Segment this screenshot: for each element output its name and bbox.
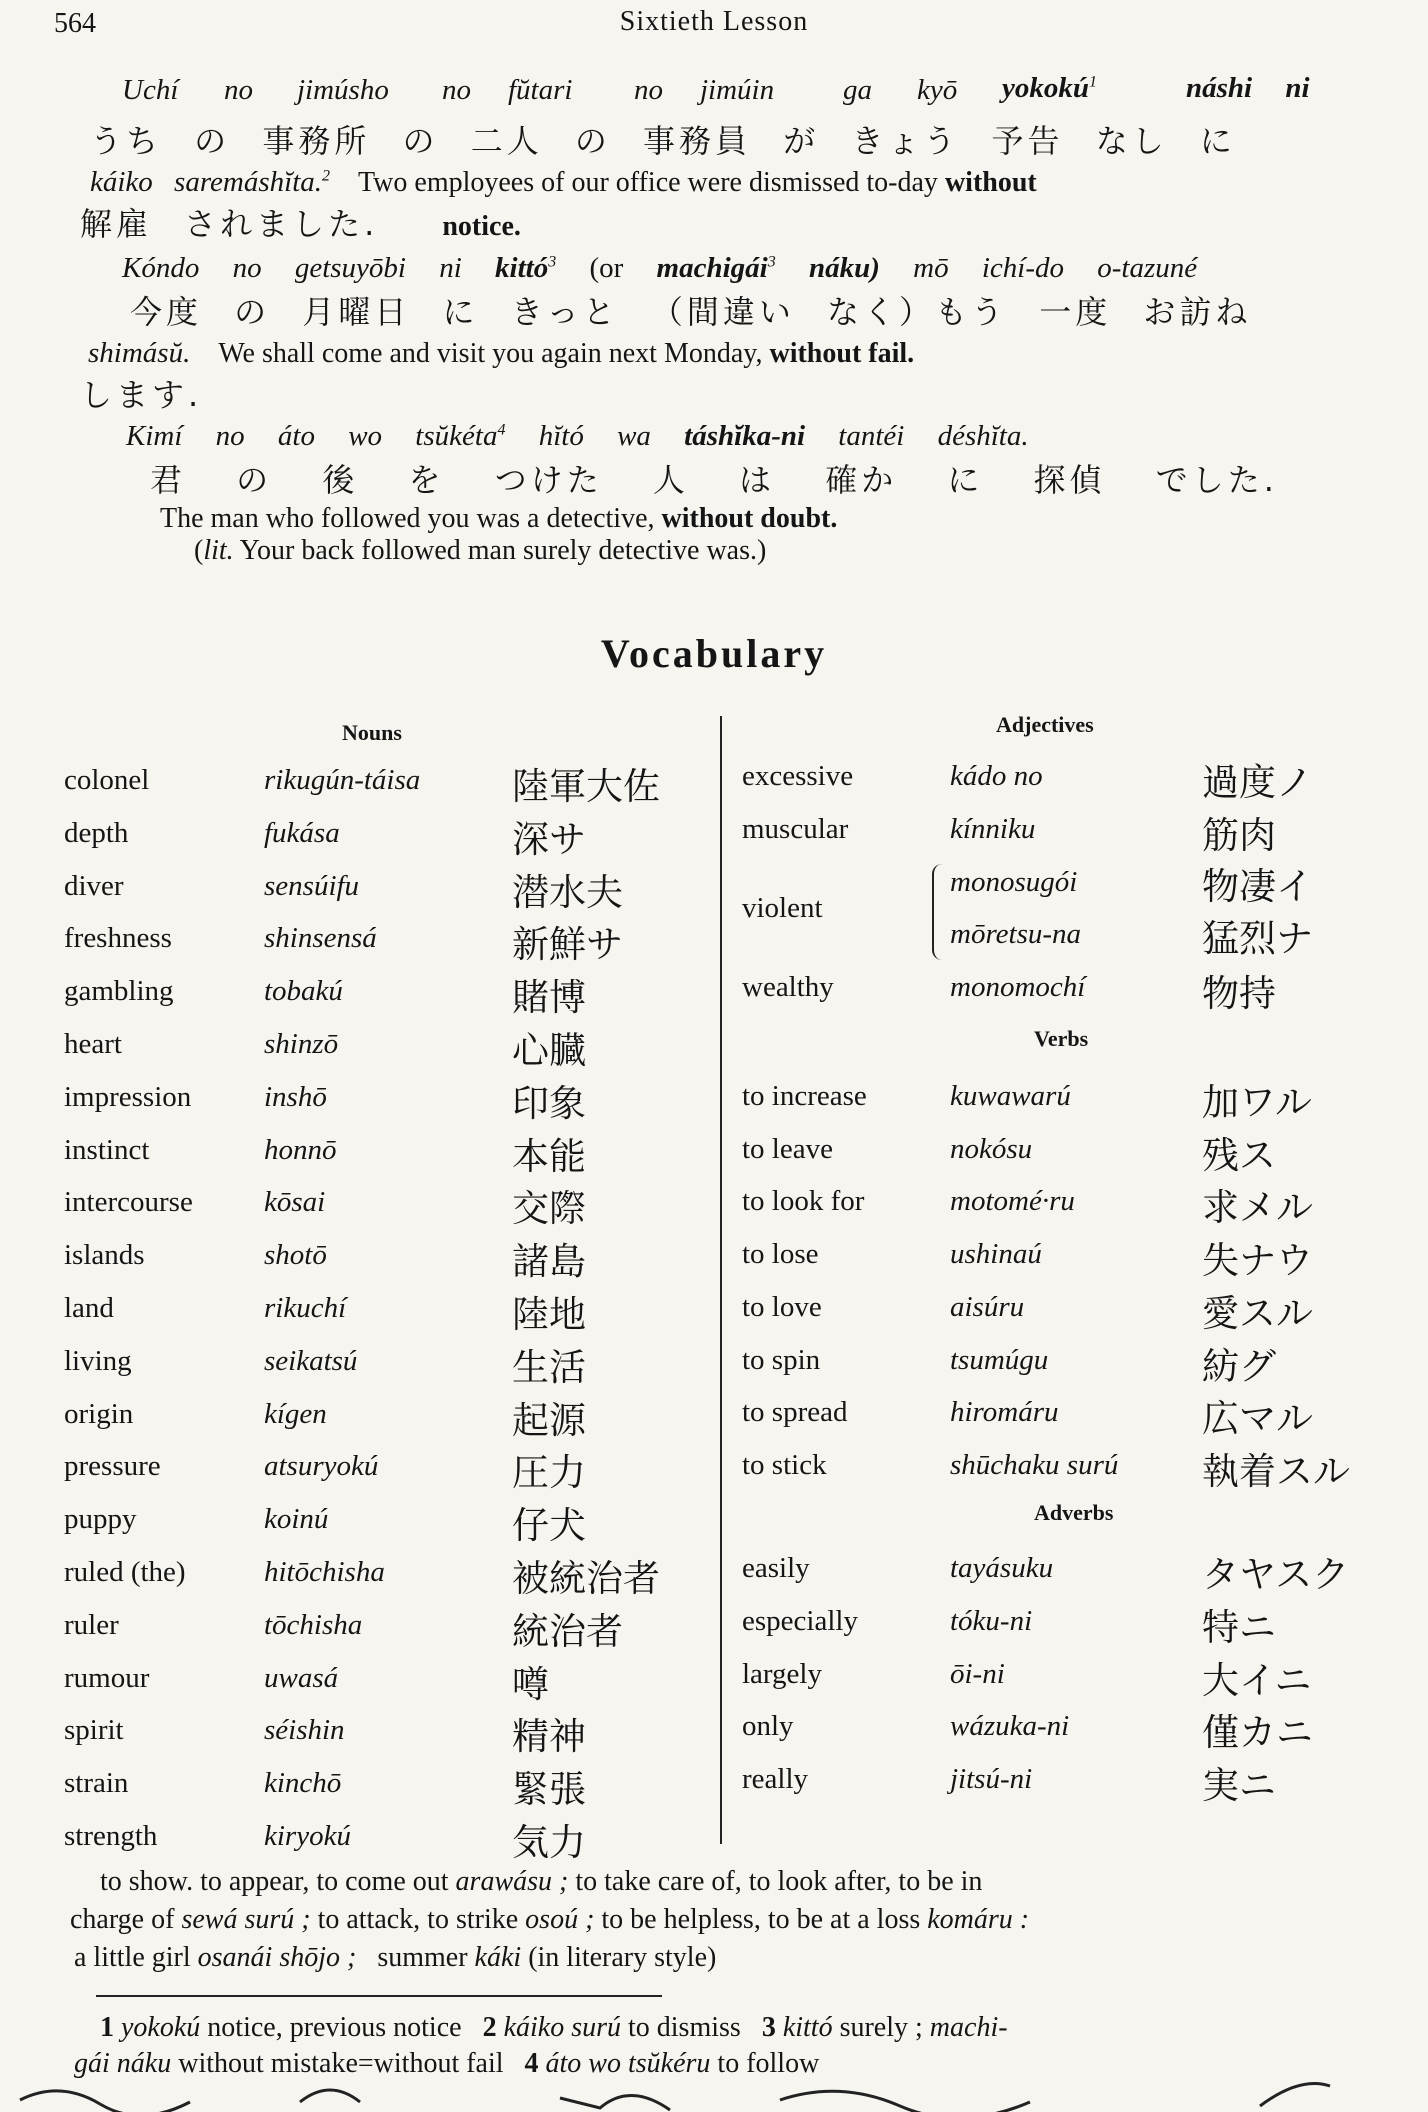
noun-row	[64, 1018, 704, 1070]
verb-row	[742, 1123, 1382, 1175]
example-1-japanese-2: 解雇 されました.	[80, 205, 379, 243]
term-kanji: 心臓	[512, 1029, 586, 1072]
noun-row	[64, 965, 704, 1020]
noun-row	[64, 860, 704, 912]
term-english: strength	[64, 1820, 158, 1852]
noun-row	[64, 1757, 704, 1812]
term-kanji: 被統治者	[512, 1557, 660, 1600]
term-english: to love	[742, 1290, 822, 1323]
term-kanji: 過度ノ	[1202, 761, 1313, 804]
term-english: wealthy	[742, 970, 834, 1003]
verb-row	[742, 1386, 1382, 1441]
noun-row	[64, 1124, 704, 1176]
example-2-japanese-2: します.	[80, 376, 203, 414]
term-english: colonel	[64, 764, 150, 796]
term-kanji: 実ニ	[1202, 1764, 1276, 1808]
term-english: to lose	[742, 1238, 819, 1271]
term-english: puppy	[64, 1503, 137, 1536]
nouns-heading: Nouns	[342, 720, 402, 745]
verb-row	[742, 1175, 1382, 1230]
term-kanji: 気力	[512, 1821, 586, 1864]
term-kanji: 物凄イ	[1202, 864, 1313, 908]
noun-row	[64, 1176, 704, 1231]
example-3-english: The man who followed you was a detective, without doubt.	[160, 503, 838, 534]
example-1-english: Two employees of our office were dismissed to-day without	[358, 167, 1037, 198]
note-line-1: to show. to appear, to come out arawásu ; to take care of, to look after, to be in	[100, 1866, 983, 1897]
example-3-romaji: Kimí no áto wo tsŭkéta$^4$ hĭtó wa táshĭka-ni tantéi déshĭta.	[126, 420, 1029, 452]
term-romaji: shinzō	[264, 1028, 339, 1060]
term-kanji: 筋肉	[1202, 813, 1276, 857]
term-kanji: 賭博	[512, 976, 586, 1020]
term-english: impression	[64, 1080, 192, 1113]
term-kanji: 新鮮サ	[512, 923, 623, 967]
term-romaji: hitōchisha	[264, 1556, 385, 1588]
term-romaji: aisúru	[950, 1290, 1025, 1323]
term-english: to spin	[742, 1343, 821, 1376]
noun-row	[64, 912, 704, 967]
term-kanji: 加ワル	[1202, 1081, 1312, 1124]
term-english: instinct	[64, 1133, 150, 1166]
footnote-line-2: gái náku without mistake=without fail 4 áto wo tsŭkéru to follow	[74, 2048, 820, 2079]
verb-row	[742, 1281, 1382, 1333]
term-kanji: 愛スル	[1202, 1291, 1313, 1335]
verb-row	[742, 1228, 1382, 1283]
term-romaji: rikugún-táisa	[264, 764, 421, 796]
term-romaji: uwasá	[264, 1661, 339, 1694]
example-2-english: We shall come and visit you again next Monday, without fail.	[218, 338, 915, 369]
term-romaji: tōchisha	[264, 1608, 363, 1641]
adverbs-heading: Adverbs	[1034, 1500, 1114, 1525]
adverb-row	[742, 1753, 1382, 1808]
example-3-literal: (lit. Your back followed man surely detective was.)	[194, 535, 767, 566]
term-english: strain	[64, 1767, 129, 1800]
term-romaji: séishin	[264, 1714, 345, 1747]
term-english: spirit	[64, 1714, 124, 1747]
term-romaji: kiryokú	[264, 1820, 351, 1852]
noun-row	[64, 1229, 704, 1284]
violent-brace	[932, 864, 946, 960]
term-romaji: tayásuku	[950, 1552, 1054, 1584]
term-romaji: shotō	[264, 1239, 327, 1272]
term-kanji: 陸軍大佐	[512, 765, 660, 808]
term-english: diver	[64, 869, 124, 902]
adverb-row	[742, 1648, 1382, 1700]
noun-row	[64, 807, 704, 859]
adjective-row	[742, 803, 1382, 855]
verb-row	[742, 1334, 1382, 1386]
noun-row	[64, 1546, 704, 1598]
term-kanji: 深サ	[512, 817, 586, 861]
term-kanji: 執着スル	[1202, 1449, 1350, 1493]
term-kanji: 求メル	[1202, 1186, 1313, 1230]
term-kanji: 印象	[512, 1081, 586, 1125]
term-kanji: 仔犬	[512, 1504, 586, 1548]
term-english: violent	[742, 891, 823, 924]
adverb-row	[742, 1595, 1382, 1647]
term-english: to leave	[742, 1132, 833, 1165]
term-romaji: nokósu	[950, 1132, 1033, 1165]
term-english: to look for	[742, 1185, 865, 1218]
term-romaji: fukása	[264, 816, 340, 849]
term-romaji: tobakú	[264, 975, 343, 1008]
example-1-romaji-2: káiko saremáshĭta.	[90, 166, 323, 198]
term-romaji: sensúifu	[264, 869, 360, 902]
term-english: ruled (the)	[64, 1556, 186, 1588]
note-line-3: a little girl osanái shōjo ; summer káki (in literary style)	[74, 1942, 717, 1973]
verbs-heading: Verbs	[1034, 1026, 1089, 1051]
term-kanji: 失ナウ	[1202, 1239, 1313, 1283]
term-romaji: monosugói	[950, 865, 1078, 898]
term-romaji: kígen	[264, 1397, 327, 1430]
page-number: 564	[54, 8, 96, 39]
term-romaji: wázuka-ni	[950, 1710, 1070, 1743]
term-kanji: 紡グ	[1202, 1344, 1276, 1388]
adverb-row	[742, 1700, 1382, 1755]
example-3-japanese: 君 の 後 を つけた 人 は 確か に 探偵 でした.	[150, 461, 1278, 499]
term-english: largely	[742, 1657, 822, 1690]
term-kanji: 精神	[512, 1715, 586, 1759]
example-2-romaji-2: shimásŭ.	[88, 337, 191, 369]
vocabulary-title: Vocabulary	[600, 631, 828, 676]
term-kanji: 圧力	[512, 1451, 586, 1495]
term-kanji: 残ス	[1202, 1133, 1276, 1177]
term-kanji: 特ニ	[1202, 1605, 1276, 1649]
noun-row	[64, 1652, 704, 1704]
term-english: freshness	[64, 922, 172, 955]
example-2-romaji: Kóndo no getsuyōbi ni kittó$^3$ (or machigái$^3$ náku) mō ichí-do o-tazuné	[122, 252, 1198, 284]
term-romaji: jitsú-ni	[950, 1763, 1033, 1796]
term-english: to stick	[742, 1448, 827, 1481]
term-english: muscular	[742, 812, 849, 845]
term-romaji: kádo no	[950, 760, 1043, 792]
term-english: pressure	[64, 1450, 161, 1483]
term-romaji: monomochí	[950, 970, 1086, 1003]
handwritten-scribble	[0, 2080, 1428, 2112]
footnote-line-1: 1 yokokú notice, previous notice 2 káiko surú to dismiss 3 kittó surely ; machi-	[100, 2012, 1008, 2043]
term-romaji: honnō	[264, 1133, 337, 1166]
term-english: ruler	[64, 1608, 119, 1641]
term-kanji: 僅カニ	[1202, 1711, 1313, 1755]
noun-row	[64, 1071, 704, 1123]
term-english: depth	[64, 816, 129, 849]
term-english: to increase	[742, 1080, 867, 1112]
term-romaji-alt: mōretsu-na	[950, 917, 1082, 950]
noun-row	[64, 1493, 704, 1548]
term-romaji: ōi-ni	[950, 1657, 1005, 1690]
term-english: only	[742, 1710, 794, 1743]
note-line-2: charge of sewá surú ; to attack, to strike osoú ; to be helpless, to be at a loss komáru :	[70, 1904, 1030, 1935]
term-kanji: 本能	[512, 1134, 586, 1178]
noun-row	[64, 1335, 704, 1387]
example-3	[90, 420, 1380, 567]
term-english: especially	[742, 1604, 858, 1637]
noun-row	[64, 1704, 704, 1759]
example-2	[80, 252, 1380, 416]
noun-row	[64, 1599, 704, 1651]
term-romaji: seikatsú	[264, 1344, 358, 1377]
example-1-english-notice: notice.	[442, 211, 521, 242]
example-1-romaji: Uchí no jimúsho no fŭtari no jimúin ga kyō yokokú$^1$ náshi ni	[122, 72, 1310, 106]
term-kanji: 広マル	[1202, 1397, 1313, 1441]
term-romaji: tóku-ni	[950, 1604, 1033, 1637]
term-english: heart	[64, 1028, 122, 1060]
term-kanji: タヤスク	[1202, 1553, 1350, 1596]
noun-row	[64, 1388, 704, 1440]
term-kanji-alt: 猛烈ナ	[1202, 916, 1313, 960]
term-romaji: atsuryokú	[264, 1450, 379, 1483]
term-english: rumour	[64, 1661, 150, 1694]
term-english: land	[64, 1292, 114, 1324]
column-divider	[720, 716, 722, 1844]
term-kanji: 交際	[512, 1187, 586, 1231]
footnote-rule	[96, 1995, 662, 1997]
term-kanji: 物持	[1202, 971, 1276, 1015]
term-romaji: rikuchí	[264, 1292, 347, 1324]
example-2-japanese: 今度 の 月曜日 に きっと （間違い なく）もう 一度 お訪ね	[130, 293, 1252, 331]
term-english: intercourse	[64, 1186, 193, 1219]
term-romaji: motomé·ru	[950, 1185, 1075, 1218]
verb-row	[742, 1439, 1382, 1491]
term-kanji: 潜水夫	[512, 870, 623, 914]
running-title: Sixtieth Lesson	[619, 6, 809, 37]
term-romaji: hiromáru	[950, 1396, 1059, 1429]
example-1-japanese: うち の 事務所 の 二人 の 事務員 が きょう 予告 なし に	[90, 122, 1236, 160]
term-english: gambling	[64, 975, 174, 1008]
adjective-row	[742, 750, 1382, 802]
verb-row	[742, 1070, 1382, 1122]
adjectives-heading: Adjectives	[996, 712, 1094, 737]
term-romaji: kōsai	[264, 1186, 326, 1219]
example-1: Uchí no jimúsho no fŭtari no jimúin ga kyō yokokú$^1$ náshi ni うち の 事務所 の 二人 の 事務員 が きょう 予告 なし に káiko saremáshĭta.$^2$ Two employees of our office were dismissed to-day without 解雇 されました. notice.	[90, 74, 1380, 245]
term-romaji: kínniku	[950, 812, 1036, 845]
term-english: easily	[742, 1552, 810, 1584]
term-kanji: 諸島	[512, 1240, 586, 1284]
term-romaji: koinú	[264, 1503, 329, 1536]
term-english: to spread	[742, 1396, 848, 1429]
term-english: origin	[64, 1397, 134, 1430]
term-romaji: shinsensá	[264, 922, 377, 955]
term-english: living	[64, 1344, 132, 1377]
term-english: islands	[64, 1239, 145, 1272]
term-kanji: 緊張	[512, 1768, 586, 1812]
term-english: excessive	[742, 760, 854, 792]
noun-row	[64, 754, 704, 806]
term-kanji: 大イニ	[1202, 1658, 1312, 1702]
term-english: really	[742, 1763, 809, 1796]
term-romaji: kuwawarú	[950, 1080, 1071, 1112]
term-kanji: 生活	[512, 1345, 586, 1389]
noun-row	[64, 1810, 704, 1862]
adjective-row	[742, 961, 1382, 1013]
term-romaji: tsumúgu	[950, 1343, 1049, 1376]
term-romaji: ushinaú	[950, 1238, 1042, 1271]
term-romaji: inshō	[264, 1080, 327, 1113]
noun-row	[64, 1282, 704, 1334]
term-kanji: 噂	[512, 1662, 549, 1706]
term-kanji: 起源	[512, 1398, 586, 1442]
term-kanji: 陸地	[512, 1293, 586, 1336]
noun-row	[64, 1440, 704, 1495]
term-kanji: 統治者	[512, 1609, 623, 1653]
adverb-row	[742, 1542, 1382, 1594]
term-romaji: shūchaku surú	[950, 1448, 1119, 1481]
term-romaji: kinchō	[264, 1767, 342, 1800]
adjective-row	[742, 864, 1382, 960]
